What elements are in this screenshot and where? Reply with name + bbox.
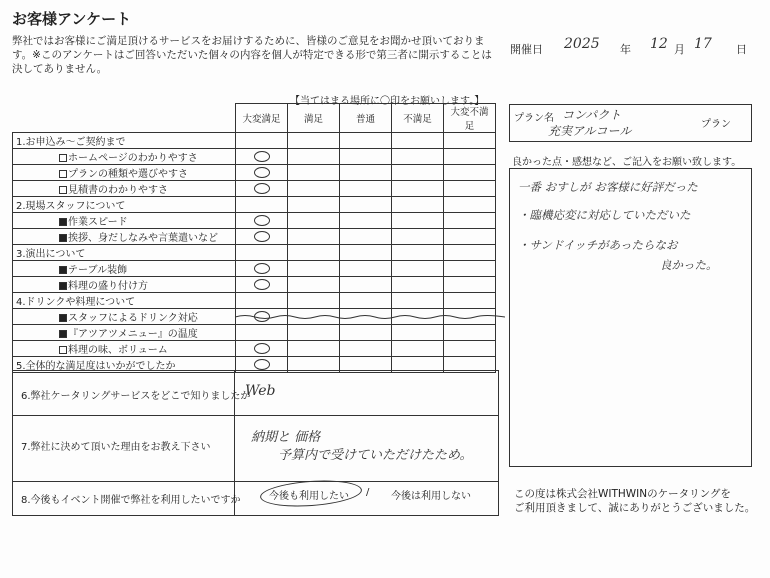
- circle-mark-icon: [254, 263, 270, 274]
- filled-square-icon: [59, 234, 67, 242]
- q8-option-no[interactable]: 今後は利用しない: [391, 491, 471, 502]
- rating-cell[interactable]: [288, 213, 340, 229]
- q7-answer-line2[interactable]: 予算内で受けていただけたため。: [278, 448, 473, 463]
- q7-answer-line1[interactable]: 納期と 価格: [251, 430, 321, 445]
- category-label: [13, 245, 236, 261]
- date-day-unit: 日: [736, 43, 747, 56]
- row-text: 挨拶、身だしなみや言葉遣いなど: [68, 233, 218, 244]
- thanks-line1: この度は株式会社WITHWINのケータリングを: [514, 488, 731, 500]
- rating-cell[interactable]: [444, 293, 496, 309]
- category-label: [13, 197, 236, 213]
- rating-cell[interactable]: [392, 261, 444, 277]
- header-blank: [13, 104, 236, 133]
- rating-cell[interactable]: [340, 229, 392, 245]
- rating-header: 大変満足: [236, 104, 288, 133]
- rating-cell[interactable]: [444, 149, 496, 165]
- q6-label: 6.弊社ケータリングサービスをどこで知りましたか: [21, 391, 251, 402]
- circle-mark-icon: [254, 279, 270, 290]
- date-year-value[interactable]: 2025: [564, 36, 600, 52]
- rating-cell[interactable]: [236, 325, 288, 341]
- rating-cell[interactable]: [340, 181, 392, 197]
- rating-header: 大変不満足: [444, 104, 496, 133]
- thanks-message: [514, 487, 755, 515]
- row-text: 1.お申込み～ご契約まで: [16, 137, 126, 148]
- rating-cell[interactable]: [288, 325, 340, 341]
- rating-cell[interactable]: [288, 229, 340, 245]
- row-text: 5.全体的な満足度はいかがでしたか: [16, 361, 176, 372]
- rating-cell[interactable]: [392, 197, 444, 213]
- rating-cell[interactable]: [288, 277, 340, 293]
- rating-cell[interactable]: [340, 197, 392, 213]
- row-text: 料理の味、ボリューム: [68, 345, 168, 356]
- rating-rows: [13, 133, 496, 373]
- empty-square-icon: [59, 346, 67, 354]
- rating-cell[interactable]: [288, 245, 340, 261]
- empty-square-icon: [59, 154, 67, 162]
- survey-row: [13, 293, 496, 309]
- rating-cell[interactable]: [288, 261, 340, 277]
- survey-row: [13, 245, 496, 261]
- rating-cell[interactable]: [236, 197, 288, 213]
- rating-cell[interactable]: [236, 149, 288, 165]
- rating-cell[interactable]: [444, 277, 496, 293]
- rating-cell[interactable]: [340, 293, 392, 309]
- thanks-line2: ご利用頂きまして、誠にありがとうございました。: [514, 502, 756, 514]
- comments-box[interactable]: [509, 168, 752, 467]
- comments-label: 良かった点・感想など、ご記入をお願い致します。: [512, 157, 742, 168]
- survey-row: [13, 197, 496, 213]
- rating-cell[interactable]: [340, 325, 392, 341]
- rating-cell[interactable]: [444, 325, 496, 341]
- rating-cell[interactable]: [444, 197, 496, 213]
- item-label: [13, 213, 236, 229]
- rating-cell[interactable]: [236, 277, 288, 293]
- plan-suffix: プラン: [701, 119, 731, 130]
- rating-cell[interactable]: [444, 133, 496, 149]
- row-text: プランの種類や選びやすさ: [68, 169, 188, 180]
- filled-square-icon: [59, 282, 67, 290]
- intro-text: 弊社ではお客様にご満足頂けるサービスをお届けするために、皆様のご意見をお聞かせ頂いております。※このアンケートはご回答いただいた個々の内容を個人が特定できる形で第三者に開示することは決してありません。: [12, 35, 492, 75]
- rating-cell[interactable]: [340, 149, 392, 165]
- survey-row: [13, 341, 496, 357]
- q6-row: [13, 371, 498, 415]
- filled-square-icon: [59, 266, 67, 274]
- rating-cell[interactable]: [392, 213, 444, 229]
- rating-cell[interactable]: [236, 245, 288, 261]
- item-label: [13, 181, 236, 197]
- item-label: [13, 309, 236, 325]
- survey-row: [13, 229, 496, 245]
- circle-mark-icon: [254, 183, 270, 194]
- q8-option-yes[interactable]: 今後も利用したい: [269, 491, 349, 502]
- circle-mark-icon: [254, 215, 270, 226]
- rating-cell[interactable]: [392, 325, 444, 341]
- rating-cell[interactable]: [444, 261, 496, 277]
- rating-cell[interactable]: [340, 261, 392, 277]
- rating-cell[interactable]: [340, 245, 392, 261]
- q6-answer[interactable]: Web: [245, 383, 276, 399]
- rating-cell[interactable]: [392, 293, 444, 309]
- empty-square-icon: [59, 170, 67, 178]
- plan-box: [509, 104, 752, 142]
- item-label: [13, 261, 236, 277]
- date-month-unit: 月: [674, 43, 685, 56]
- row-text: 3.演出について: [16, 249, 86, 260]
- rating-cell[interactable]: [392, 149, 444, 165]
- rating-cell[interactable]: [288, 197, 340, 213]
- filled-square-icon: [59, 330, 67, 338]
- rating-cell[interactable]: [236, 133, 288, 149]
- rating-cell[interactable]: [288, 133, 340, 149]
- instruction: 【当てはまる場所に〇印をお願いします。】: [290, 96, 485, 107]
- plan-value-line1[interactable]: コンパクト: [562, 108, 622, 122]
- rating-header: 不満足: [392, 104, 444, 133]
- item-label: [13, 325, 236, 341]
- rating-cell[interactable]: [288, 181, 340, 197]
- row-text: 作業スピード: [68, 217, 128, 228]
- rating-cell[interactable]: [340, 213, 392, 229]
- row-text: 2.現場スタッフについて: [16, 201, 126, 212]
- plan-label: プラン名: [514, 113, 554, 124]
- row-text: スタッフによるドリンク対応: [68, 313, 198, 324]
- item-label: [13, 149, 236, 165]
- survey-row: [13, 149, 496, 165]
- survey-row: [13, 325, 496, 341]
- rating-cell[interactable]: [288, 341, 340, 357]
- rating-cell[interactable]: [392, 181, 444, 197]
- rating-cell[interactable]: [444, 341, 496, 357]
- category-label: [13, 293, 236, 309]
- rating-cell[interactable]: [392, 341, 444, 357]
- date-year-unit: 年: [620, 43, 631, 56]
- rating-cell[interactable]: [288, 293, 340, 309]
- page-title: お客様アンケート: [12, 10, 132, 28]
- row-text: 見積書のわかりやすさ: [68, 185, 168, 196]
- empty-square-icon: [59, 186, 67, 194]
- item-label: [13, 341, 236, 357]
- event-date: [510, 38, 760, 58]
- survey-row: [13, 213, 496, 229]
- rating-cell[interactable]: [236, 293, 288, 309]
- comment-line: ・臨機応変に対応していただいた: [518, 208, 691, 222]
- survey-row: [13, 277, 496, 293]
- row-text: テーブル装飾: [68, 265, 128, 276]
- rating-cell[interactable]: [288, 149, 340, 165]
- date-label: 開催日: [510, 43, 543, 56]
- item-label: [13, 229, 236, 245]
- date-day-value[interactable]: 17: [694, 36, 712, 52]
- rating-cell[interactable]: [392, 229, 444, 245]
- rating-cell[interactable]: [444, 229, 496, 245]
- survey-row: [13, 133, 496, 149]
- strikethrough-scribble: [235, 313, 505, 321]
- rating-cell[interactable]: [444, 213, 496, 229]
- circle-mark-icon: [254, 231, 270, 242]
- rating-cell[interactable]: [340, 165, 392, 181]
- comment-line: 一番 おすしが お客様に好評だった: [518, 180, 698, 194]
- rating-header: 満足: [288, 104, 340, 133]
- rating-cell[interactable]: [444, 245, 496, 261]
- rating-cell[interactable]: [236, 213, 288, 229]
- plan-value-line2[interactable]: 充実アルコール: [548, 124, 632, 138]
- survey-row: [13, 181, 496, 197]
- rating-header: 普通: [340, 104, 392, 133]
- item-label: [13, 165, 236, 181]
- rating-cell[interactable]: [340, 133, 392, 149]
- comment-line: 良かった。: [660, 258, 718, 272]
- survey-row: [13, 165, 496, 181]
- row-text: 『アツアツメニュー』の温度: [68, 329, 198, 340]
- rating-cell[interactable]: [392, 277, 444, 293]
- rating-cell[interactable]: [444, 165, 496, 181]
- survey-row: [13, 261, 496, 277]
- rating-cell[interactable]: [236, 181, 288, 197]
- row-text: ホームページのわかりやすさ: [68, 153, 198, 164]
- q7-label: 7.弊社に決めて頂いた理由をお教え下さい: [21, 442, 211, 453]
- rating-cell[interactable]: [236, 341, 288, 357]
- rating-cell[interactable]: [392, 133, 444, 149]
- rating-cell[interactable]: [288, 165, 340, 181]
- row-text: 料理の盛り付け方: [68, 281, 148, 292]
- comment-line: ・サンドイッチがあったらなお: [518, 238, 678, 252]
- circle-mark-icon: [254, 343, 270, 354]
- rating-cell[interactable]: [340, 341, 392, 357]
- rating-cell[interactable]: [444, 181, 496, 197]
- category-label: [13, 133, 236, 149]
- item-label: [13, 277, 236, 293]
- rating-cell[interactable]: [392, 165, 444, 181]
- rating-cell[interactable]: [236, 261, 288, 277]
- filled-square-icon: [59, 314, 67, 322]
- circle-mark-icon: [254, 151, 270, 162]
- circle-mark-icon: [254, 359, 270, 370]
- filled-square-icon: [59, 218, 67, 226]
- row-text: 4.ドリンクや料理について: [16, 297, 136, 308]
- rating-cell[interactable]: [392, 245, 444, 261]
- rating-cell[interactable]: [236, 165, 288, 181]
- q7-row: [13, 415, 498, 481]
- open-questions: [12, 370, 499, 516]
- rating-cell[interactable]: [236, 229, 288, 245]
- circle-mark-icon: [254, 167, 270, 178]
- rating-cell[interactable]: [340, 277, 392, 293]
- q8-label: 8.今後もイベント開催で弊社を利用したいですか: [21, 495, 241, 506]
- rating-table: [12, 103, 496, 373]
- q8-separator: /: [366, 487, 370, 498]
- date-month-value[interactable]: 12: [650, 36, 668, 52]
